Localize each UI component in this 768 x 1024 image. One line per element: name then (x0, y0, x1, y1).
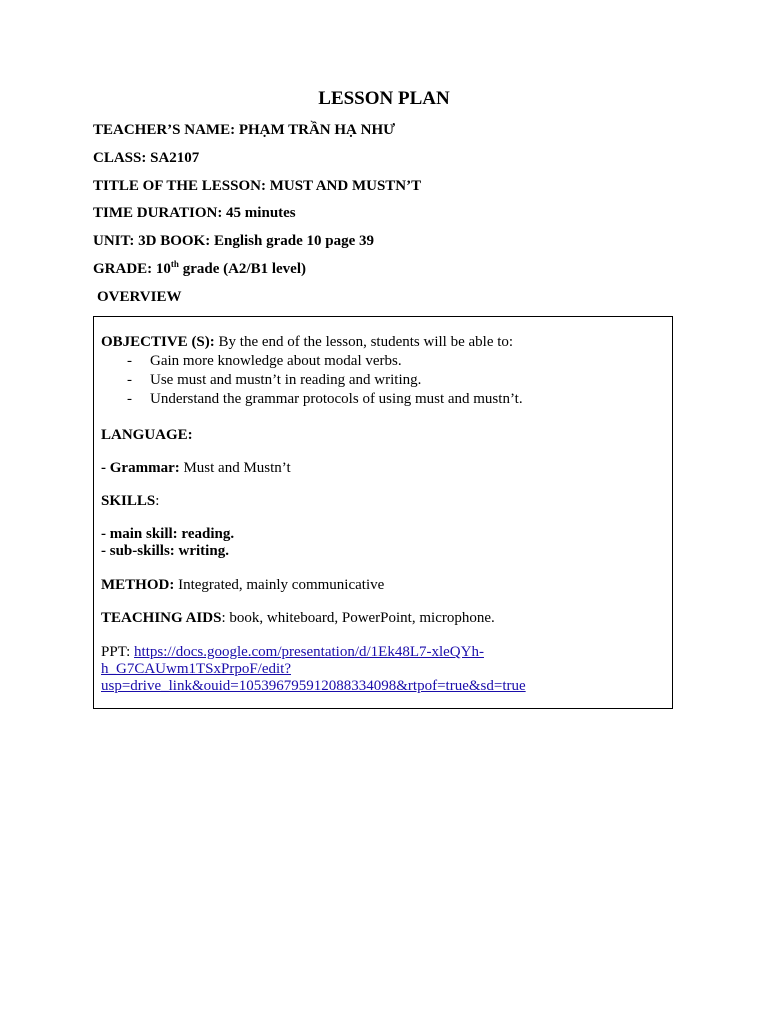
sub-skills: - sub-skills: writing. (101, 543, 229, 559)
teaching-aids-text: : book, whiteboard, PowerPoint, microphone. (221, 610, 495, 626)
grammar-text: Must and Mustn’t (179, 460, 291, 476)
objective-text: By the end of the lesson, students will be able to: (214, 334, 514, 350)
grammar-line (101, 459, 291, 477)
ppt-link[interactable]: https://docs.google.com/presentation/d/1Ek48L7-xleQYh- (134, 644, 484, 660)
ppt-link[interactable]: h_G7CAUwm1TSxPrpoF/edit? (101, 661, 292, 677)
grammar-prefix: - (101, 460, 110, 476)
unit-info: UNIT: 3D BOOK: English grade 10 page 39 (93, 233, 374, 249)
overview-heading: OVERVIEW (97, 289, 182, 305)
grade-superscript: th (170, 259, 179, 269)
objective-label: OBJECTIVE (S): (101, 334, 215, 350)
ppt-link-line (101, 677, 526, 695)
bullet-dash: - (127, 372, 132, 388)
skills-line (101, 492, 159, 510)
grade-info (93, 259, 306, 279)
class-info: CLASS: SA2107 (93, 150, 200, 166)
grammar-label: Grammar: (109, 460, 180, 476)
ppt-line (101, 643, 484, 661)
method-label: METHOD: (101, 577, 175, 593)
overview-box (93, 316, 673, 709)
teaching-aids-line (101, 609, 495, 627)
lesson-title: TITLE OF THE LESSON: MUST AND MUSTN’T (93, 178, 422, 194)
main-skill: - main skill: reading. (101, 526, 235, 542)
teacher-name: TEACHER’S NAME: PHẠM TRẦN HẠ NHƯ (93, 122, 396, 138)
objective-line (101, 333, 513, 351)
objective-item-text: Understand the grammar protocols of using must and mustn’t. (150, 391, 523, 407)
document-title: LESSON PLAN (318, 88, 450, 109)
grade-prefix: GRADE: 10 (93, 261, 171, 277)
skills-label: SKILLS (101, 493, 156, 509)
objective-item-text: Gain more knowledge about modal verbs. (150, 353, 402, 369)
method-line (101, 576, 384, 594)
time-duration: TIME DURATION: 45 minutes (93, 205, 296, 221)
bullet-dash: - (127, 391, 132, 407)
bullet-dash: - (127, 353, 132, 369)
language-label: LANGUAGE: (101, 427, 193, 443)
ppt-label: PPT: (101, 644, 135, 660)
grade-suffix: grade (A2/B1 level) (178, 261, 306, 277)
ppt-link[interactable]: usp=drive_link&ouid=105396795912088334098&rtpof=true&sd=true (101, 678, 526, 694)
skills-colon: : (155, 493, 160, 509)
teaching-aids-label: TEACHING AIDS (101, 610, 222, 626)
ppt-link-line (101, 660, 291, 678)
method-text: Integrated, mainly communicative (174, 577, 385, 593)
objective-item-text: Use must and mustn’t in reading and writing. (150, 372, 422, 388)
